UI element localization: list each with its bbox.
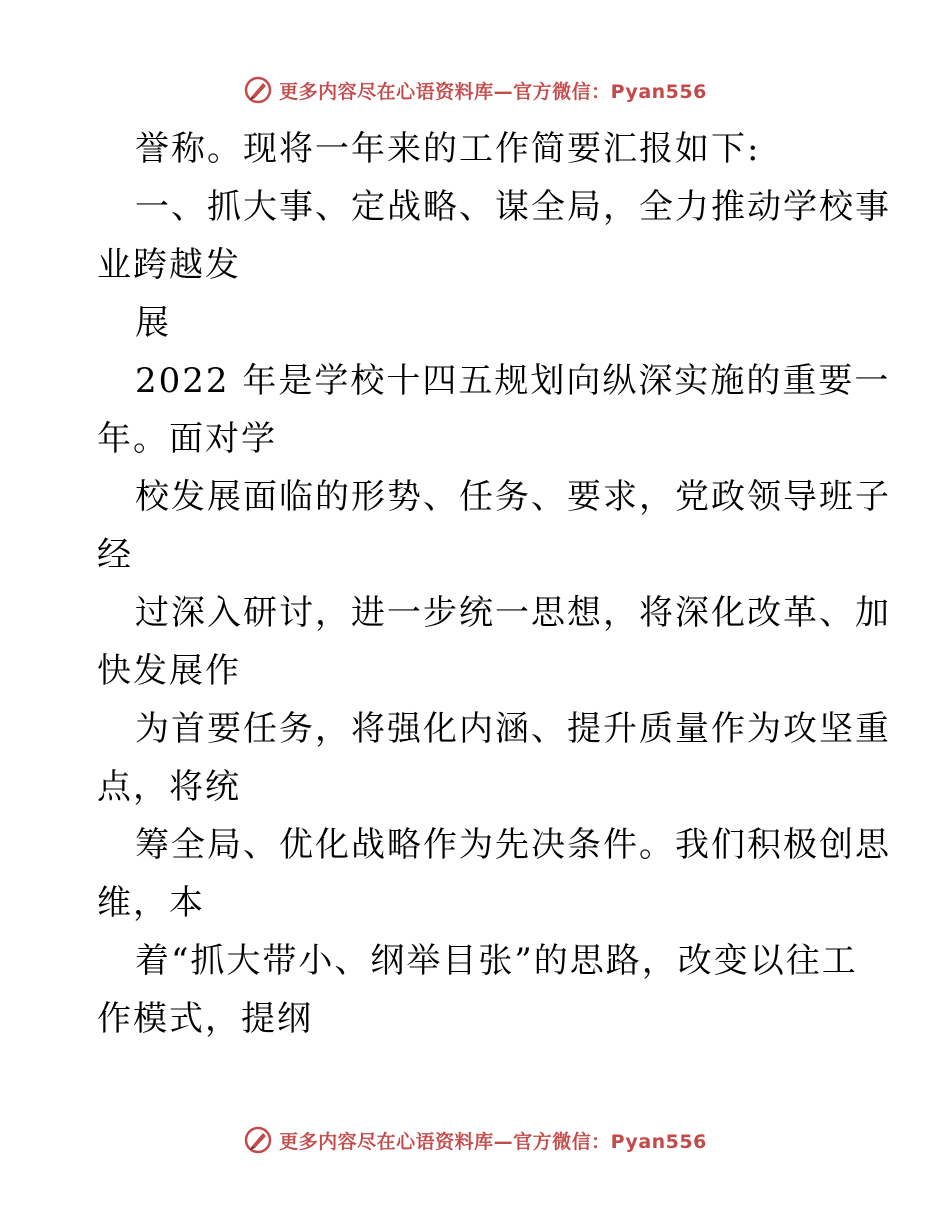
footer-banner	[0, 1120, 950, 1160]
text-line: 过深入研讨，进一步统一思想，将深化改革、加	[135, 593, 891, 633]
text-line: 作模式，提纲	[97, 999, 313, 1039]
text-line: 年。面对学	[97, 419, 277, 459]
text-line: 业跨越发	[97, 245, 241, 285]
text-line: 校发展面临的形势、任务、要求，党政领导班子	[135, 477, 891, 517]
header-banner-text: 更多内容尽在心语资料库—官方微信：Pyan556	[279, 80, 707, 103]
text-line: 2022 年是学校十四五规划向纵深实施的重要一	[135, 361, 891, 401]
text-line: 展	[135, 303, 171, 343]
footer-banner-text: 更多内容尽在心语资料库—官方微信：Pyan556	[279, 1130, 707, 1153]
text-line: 维，本	[97, 883, 205, 923]
document-body	[97, 120, 891, 1048]
header-banner	[0, 70, 950, 110]
text-line: 筹全局、优化战略作为先决条件。我们积极创思	[135, 825, 891, 865]
text-line: 快发展作	[97, 651, 241, 691]
text-line: 为首要任务，将强化内涵、提升质量作为攻坚重	[135, 709, 891, 749]
text-line: 誉称。现将一年来的工作简要汇报如下:	[135, 129, 761, 169]
text-line: 着“抓大带小、纲举目张”的思路，改变以往工	[135, 941, 858, 981]
text-line: 经	[97, 535, 133, 575]
text-line: 一、抓大事、定战略、谋全局，全力推动学校事	[135, 187, 891, 227]
text-line: 点，将统	[97, 767, 241, 807]
logo-icon	[243, 75, 273, 105]
logo-icon	[243, 1125, 273, 1155]
